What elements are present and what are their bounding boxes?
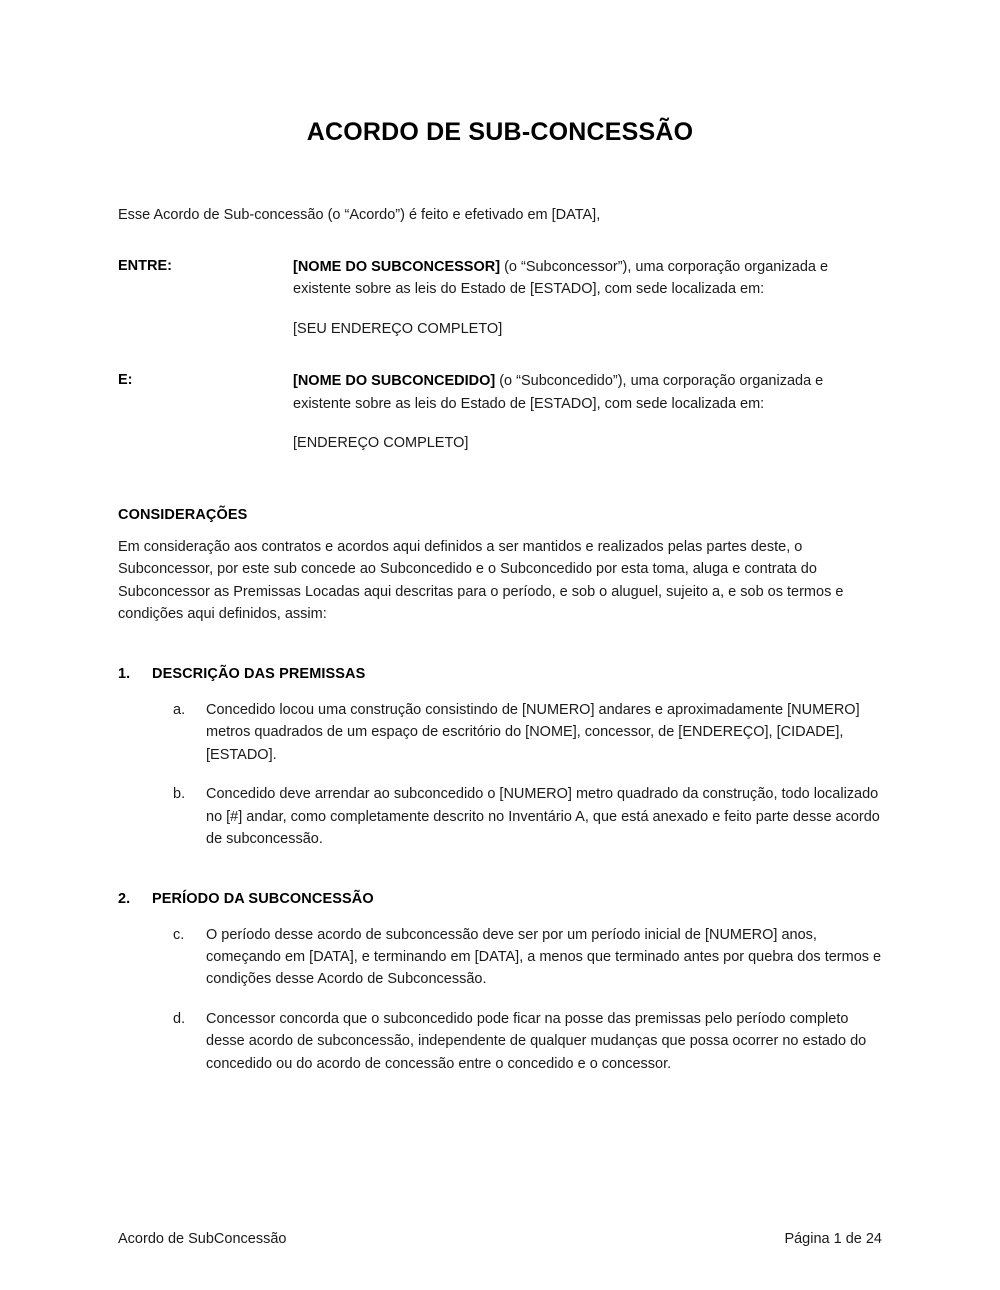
list-item <box>118 1008 882 1075</box>
considerations-heading: CONSIDERAÇÕES <box>118 506 248 523</box>
party-name: [NOME DO SUBCONCESSOR] <box>293 259 501 276</box>
party-address: [SEU ENDEREÇO COMPLETO] <box>293 320 503 337</box>
considerations-paragraph: Em consideração aos contratos e acordos aqui definidos a ser mantidos e realizados pelas partes deste, o Subconcessor, por este sub concede ao Subconcedido e o Subconcedido por esta toma, aluga e contrata do Subconcessor as Premissas Locadas aqui descritas para o período, e sob o aluguel, sujeito a, e sob os termos e condições aqui definidos, assim: <box>118 538 844 623</box>
section-2 <box>118 891 882 907</box>
item-letter: b. <box>173 786 186 803</box>
section-1 <box>118 666 882 682</box>
party-block-subconcessor <box>118 256 882 340</box>
party-description: (o “Subconcedido”), uma corporação organizada e existente sobre as leis do Estado de [ESTADO], com sede localizada em: <box>293 373 824 412</box>
section-heading: DESCRIÇÃO DAS PREMISSAS <box>152 665 366 682</box>
item-letter: d. <box>173 1010 186 1027</box>
party-block-subconcedido <box>118 370 882 454</box>
footer-page-number: Página 1 de 24 <box>784 1231 882 1247</box>
section-number: 2. <box>118 890 131 907</box>
section-number: 1. <box>118 665 131 682</box>
page-footer <box>118 1231 882 1247</box>
page-title: ACORDO DE SUB-CONCESSÃO <box>306 118 694 146</box>
item-letter: a. <box>173 701 186 718</box>
item-text: Concessor concorda que o subconcedido pode ficar na posse das premissas pelo período completo desse acordo de subconcessão, independente de qualquer mudanças que possa ocorrer no estado do concedido ou do acordo de concessão entre o concedido e o concessor. <box>206 1010 867 1072</box>
party-label: E: <box>118 372 133 389</box>
item-text: O período desse acordo de subconcessão deve ser por um período inicial de [NUMERO] anos, começando em [DATA], e terminando em [DATA], a menos que terminado antes por quebra dos termos e condições desse Acordo de Subconcessão. <box>206 926 882 988</box>
footer-document-name: Acordo de SubConcessão <box>118 1231 287 1247</box>
party-label: ENTRE: <box>118 258 172 275</box>
section-heading: PERÍODO DA SUBCONCESSÃO <box>152 890 374 907</box>
intro-paragraph: Esse Acordo de Sub-concessão (o “Acordo”) é feito e efetivado em [DATA], <box>118 207 601 223</box>
party-body <box>293 256 882 340</box>
party-body <box>293 370 882 454</box>
party-address: [ENDEREÇO COMPLETO] <box>293 435 469 452</box>
item-letter: c. <box>173 926 185 943</box>
party-name: [NOME DO SUBCONCEDIDO] <box>293 373 496 390</box>
party-description: (o “Subconcessor”), uma corporação organizada e existente sobre as leis do Estado de [ESTADO], com sede localizada em: <box>293 259 829 298</box>
list-item <box>118 783 882 850</box>
list-item <box>118 699 882 766</box>
item-text: Concedido deve arrendar ao subconcedido o [NUMERO] metro quadrado da construção, todo localizado no [#] andar, como completamente descrito no Inventário A, que está anexado e feito parte desse acordo de subconcessão. <box>206 786 880 848</box>
list-item <box>118 924 882 991</box>
item-text: Concedido locou uma construção consistindo de [NUMERO] andares e aproximadamente [NUMERO] metros quadrados de um espaço de escritório do [NOME], concessor, de [ENDEREÇO], [CIDADE], [ESTADO]. <box>206 701 860 763</box>
